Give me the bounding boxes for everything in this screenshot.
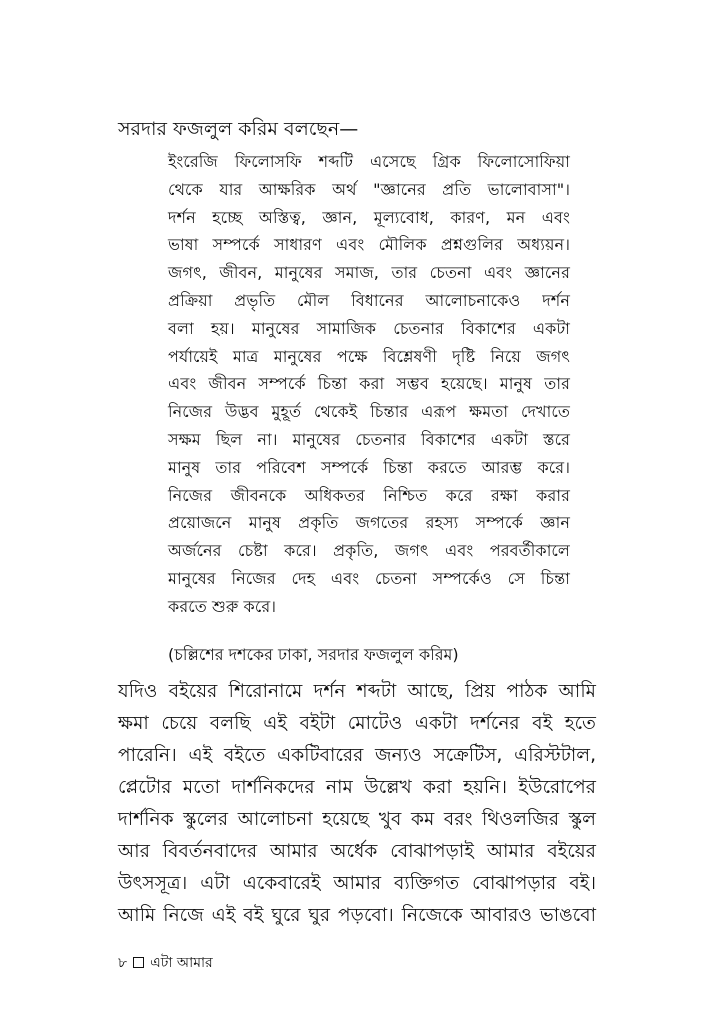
quote-line: বলা হয়। মানুষের সামাজিক চেতনার বিকাশের একটা [168,318,570,338]
quote-attribution: (চল্লিশের দশকের ঢাকা, সরদার ফজলুল করিম) [168,645,459,664]
body-line: দার্শনিক স্কুলের আলোচনা হয়েছে খুব কম বরং থিওলজির স্কুল [118,809,596,830]
quote-line: ইংরেজি ফিলোসফি শব্দটি এসেছে গ্রিক ফিলোসোফিয়া [168,152,570,171]
body-line: পারেনি। এই বইতে একটিবারের জন্যও সক্রেটিস, এরিস্টটাল, [118,745,596,766]
body-paragraph [118,676,596,932]
body-line: ক্ষমা চেয়ে বলছি এই বইটা মোটেও একটা দর্শনের বই হতে [118,713,596,734]
quote-line: এবং জীবন সম্পর্কে চিন্তা করা সম্ভব হয়েছে। মানুষ তার [168,374,570,394]
quote-line: সক্ষম ছিল না। মানুষের চেতনার বিকাশের একটা স্তরে [168,429,570,449]
quote-line: পর্যায়েই মাত্র মানুষের পক্ষে বিশ্লেষণী দৃষ্টি নিয়ে জগৎ [168,346,570,366]
quote-line: নিজের জীবনকে অধিকতর নিশ্চিত করে রক্ষা করার [168,485,570,505]
quote-line: প্রয়োজনে মানুষ প্রকৃতি জগতের রহস্য সম্পর্কে জ্ঞান [168,513,570,533]
quote-line: মানুষের নিজের দেহ এবং চেতনা সম্পর্কেও সে চিন্তা [168,568,570,588]
body-line: উৎসসূত্র। এটা একেবারেই আমার ব্যক্তিগত বোঝাপড়ার বই। [118,873,596,894]
running-title: এটা আমার [150,955,213,971]
quote-line: অর্জনের চেষ্টা করে। প্রকৃতি, জগৎ এবং পরবর্তীকালে [168,541,570,561]
page-number: ৮ [118,955,128,971]
quote-line: নিজের উদ্ভব মুহূর্ত থেকেই চিন্তার এরূপ ক্ষমতা দেখাতে [168,402,570,422]
body-line: যদিও বইয়ের শিরোনামে দর্শন শব্দটা আছে, প্রিয় পাঠক আমি [118,681,596,702]
quote-line: দর্শন হচ্ছে অস্তিত্ব, জ্ঞান, মূল্যবোধ, কারণ, মন এবং [168,207,570,227]
quote-intro: সরদার ফজলুল করিম বলছেন— [118,118,359,140]
quote-line: মানুষ তার পরিবেশ সম্পর্কে চিন্তা করতে আরম্ভ করে। [168,457,570,477]
quote-line: জগৎ, জীবন, মানুষের সমাজ, তার চেতনা এবং জ্ঞানের [168,263,570,283]
page-footer [118,952,213,974]
quote-line: করতে শুরু করে। [168,596,277,616]
block-quote [168,148,570,621]
body-line: প্লেটোর মতো দার্শনিকদের নাম উল্লেখ করা হয়নি। ইউরোপের [118,777,596,798]
body-line: আর বিবর্তনবাদের আমার অর্ধেক বোঝাপড়াই আমার বইয়ের [118,841,596,862]
quote-line: থেকে যার আক্ষরিক অর্থ "জ্ঞানের প্রতি ভালোবাসা"। [168,179,570,199]
separator-box-icon [133,957,144,968]
body-line: আমি নিজে এই বই ঘুরে ঘুর পড়বো। নিজেকে আবারও ভাঙবো [118,905,596,926]
quote-line: ভাষা সম্পর্কে সাধারণ এবং মৌলিক প্রশ্নগুলির অধ্যয়ন। [168,235,570,255]
quote-line: প্রক্রিয়া প্রভৃতি মৌল বিধানের আলোচনাকেও দর্শন [168,290,570,310]
